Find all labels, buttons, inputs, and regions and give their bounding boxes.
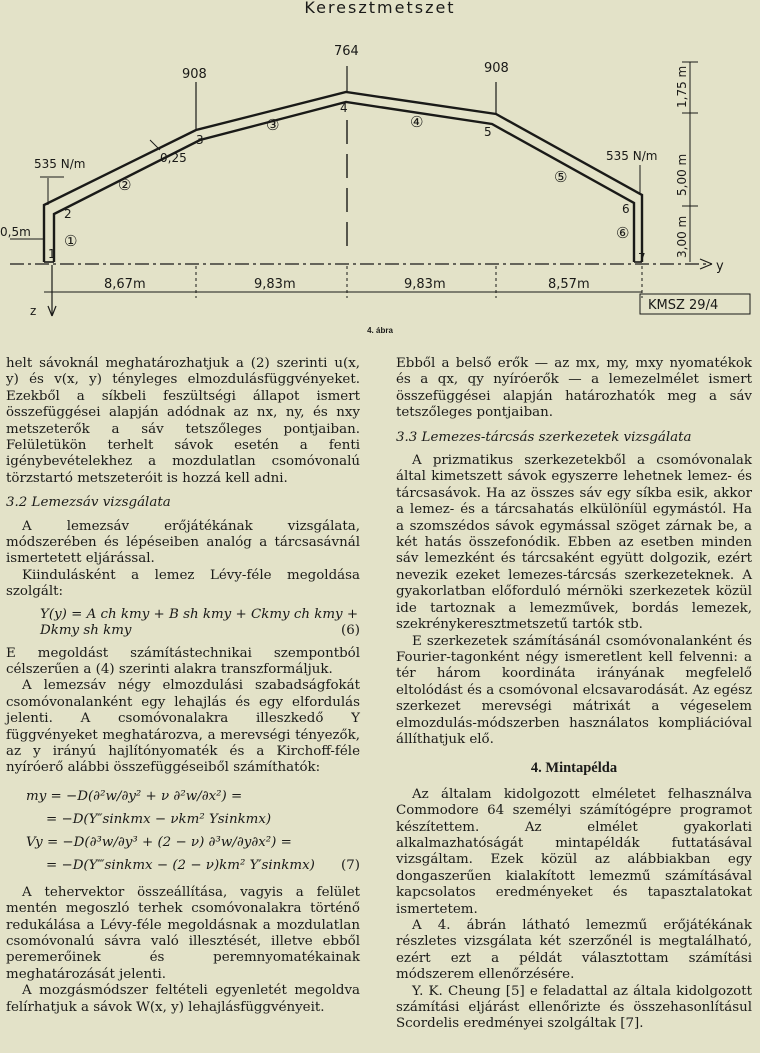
- left-paragraph-3: Kiindulásként a lemez Lévy-féle megoldása szolgált:: [6, 567, 360, 600]
- bottom-dim-3: 9,83m: [404, 277, 446, 292]
- shell-inner-line: [54, 102, 634, 262]
- right-paragraph-4: Az általam kidolgozott elméletet felhasználva Commodore 64 személyi számítógépre programot készítettem. Az elmélet gyakorlati alkalmazhatóságát mintapéldák futtatásával vizsgáltam. Ezek közül az alábbiakban egy dongaszerűen kialakított lemezmű számításával kapcsolatos eredményeket és tapasztalatokat ismertetem.: [396, 786, 752, 917]
- bottom-dim-1: 8,67m: [104, 277, 146, 292]
- node-7: 7: [638, 251, 646, 265]
- load-label-right: 535 N/m: [606, 149, 658, 163]
- shell-outer-line: [44, 92, 642, 262]
- strip-6: ⑥: [616, 224, 630, 242]
- bottom-dim-4: 8,57m: [548, 277, 590, 292]
- right-paragraph-1: Ebből a belső erők — az mx, my, mxy nyomatékok és a qx, qy nyíróerők — a lemezelmélet ismert összefüggései alapján határozhatók meg a sáv tetszőleges pontjaiban.: [396, 356, 752, 421]
- section-3-3-heading: 3.3 Lemezes-tárcsás szerkezetek vizsgálata: [396, 429, 692, 445]
- node-1: 1: [48, 247, 56, 261]
- left-dimension: 0,5m: [0, 225, 31, 239]
- equation-7-line-4: = −D(Y‴sinkmx − (2 − ν)km² Y′sinkmx): [46, 857, 315, 873]
- right-paragraph-2: A prizmatikus szerkezetekből a csomóvonalak által kimetszett sávok egyszerre lehetnek lemez- és tárcsasávok. Ha az összes sáv egy síkba esik, akkor a lemez- és a tárcsahatás elkülöníül egymástól. Ha a szomszédos sávok egymással szöget zárnak be, a két hatás összefonódik. Ebben az esetben minden sáv lemezként és tárcsaként együtt dolgozik, ezért nevezik ezeket lemezes-tárcsás szerkezeteknek. A gyakorlatban előforduló mérnöki szerkezetek közül ide tartoznak a lemezművek, bordás lemezek, szekrénykeresztmetszetű tartók stb.: [396, 453, 752, 633]
- left-paragraph-4: E megoldást számítástechnikai szempontból célszerűen a (4) szerinti alakra transzformáljuk.: [6, 645, 360, 677]
- node-6: 6: [622, 202, 630, 216]
- equation-7-number: (7): [341, 857, 360, 873]
- left-paragraph-7: A mozgásmódszer feltételi egyenletét megoldva felírhatjuk a sávok W(x, y) lehajlásfüggvényeit.: [6, 983, 360, 1015]
- top-label-right: 908: [484, 61, 509, 76]
- figure-caption: 4. ábra: [367, 326, 393, 335]
- bottom-dim-2: 9,83m: [254, 277, 296, 292]
- stamp-label: KMSZ 29/4: [648, 298, 719, 313]
- equation-7-line-2: = −D(Y″sinkmx − νkm² Ysinkmx): [46, 811, 272, 827]
- equation-7-line-1: my = −D(∂²w/∂y² + ν ∂²w/∂x²) =: [26, 788, 243, 804]
- z-axis-label: z: [30, 304, 37, 318]
- strip-2: ②: [118, 176, 132, 194]
- equation-6: [6, 607, 360, 640]
- top-label-left: 908: [182, 67, 207, 82]
- section-4-heading: 4. Mintapélda: [530, 760, 618, 777]
- left-paragraph-1: helt sávoknál meghatározhatjuk a (2) szerinti u(x, y) és v(x, y) tényleges elmozdulásfüggvényeket. Ezekből a síkbeli feszültségi állapot ismert összefüggései alapján adódnak az nx, ny, és nxy metszeterők a sáv tetszőleges pontjaiban. Felületükön terhelt sávok esetén a fenti igénybevételekhez a mozdulatlan csomóvonalú törzstartó metszeteróit is hozzá kell adni.: [6, 356, 360, 486]
- section-3-2-heading: 3.2 Lemezsáv vizsgálata: [6, 495, 171, 511]
- right-paragraph-6: Y. K. Cheung [5] e feladattal az általa kidolgozott számítási eljárást ellenőrizte és összehasonlításul Scordelis eredményei szolgáltak [7].: [396, 983, 752, 1032]
- load-label-left: 535 N/m: [34, 157, 86, 171]
- strip-5: ⑤: [554, 168, 568, 186]
- node-3: 3: [196, 133, 204, 147]
- left-column: [6, 356, 360, 1016]
- left-paragraph-2: A lemezsáv erőjátékának vizsgálata, módszerében és lépéseiben analóg a tárcsasávnál ismertetett eljárással.: [6, 518, 360, 567]
- node-4: 4: [340, 101, 348, 115]
- right-paragraph-3: E szerkezetek számításánál csomóvonalanként és Fourier-tagonként négy ismeretlent kell felvenni: a tér három koordináta irányának megfelelő eltolódást és a csomóvonal elcsavarodását. Az egész szerkezet merevségi mátrixát a végeselem elmozdulás-módszerben használatos kompliációval állíthatjuk elő.: [396, 633, 752, 747]
- strip-4: ④: [410, 113, 424, 131]
- node-2: 2: [64, 207, 72, 221]
- right-dim-1: 1,75 m: [675, 65, 689, 108]
- right-dim-3: 3,00 m: [675, 215, 689, 258]
- equation-6-line-2: Dkmy sh kmy: [40, 623, 132, 639]
- cross-section-figure: [0, 0, 760, 330]
- equation-6-number: (6): [341, 623, 360, 639]
- figure-title: Keresztmetszet: [304, 0, 456, 17]
- top-label-center: 764: [334, 44, 359, 59]
- equation-7-line-3: Vy = −D(∂³w/∂y³ + (2 − ν) ∂³w/∂y∂x²) =: [26, 834, 292, 850]
- node-5: 5: [484, 125, 492, 139]
- strip-1: ①: [64, 232, 78, 250]
- y-axis-label: y: [716, 259, 724, 274]
- right-dim-2: 5,00 m: [675, 153, 689, 196]
- strip-3: ③: [266, 116, 280, 134]
- right-column: [396, 356, 752, 1033]
- right-paragraph-5: A 4. ábrán látható lemezmű erőjátékának részletes vizsgálata két szerzőnél is megtalálható, ezért ezt a példát választottam számítási módszerem ellenőrzésére.: [396, 918, 752, 983]
- left-paragraph-6: A tehervektor összeállítása, vagyis a felület mentén megoszló terhek csomóvonalakra történő redukálása a Lévy-féle megoldásnak a mozdulatlan csomóvonalú sávra való illesztését, illetve ebből peremerőinek és peremnyomatékainak meghatározását jelenti.: [6, 884, 360, 982]
- equation-7: [6, 785, 360, 877]
- thickness-label: 0,25: [160, 151, 187, 165]
- left-paragraph-5: A lemezsáv négy elmozdulási szabadságfokát csomóvonalanként egy lehajlás és egy elfordulás jelenti. A csomóvonalakra illeszkedő Y függvényeket meghatározva, a merevségi tényezők, az y irányú hajlítónyomaték és a Kirchoff-féle nyíróerő alábbi összefüggéseiből számíthatók:: [6, 678, 360, 776]
- equation-6-line-1: Y(y) = A ch kmy + B sh kmy + Ckmy ch kmy +: [40, 606, 359, 622]
